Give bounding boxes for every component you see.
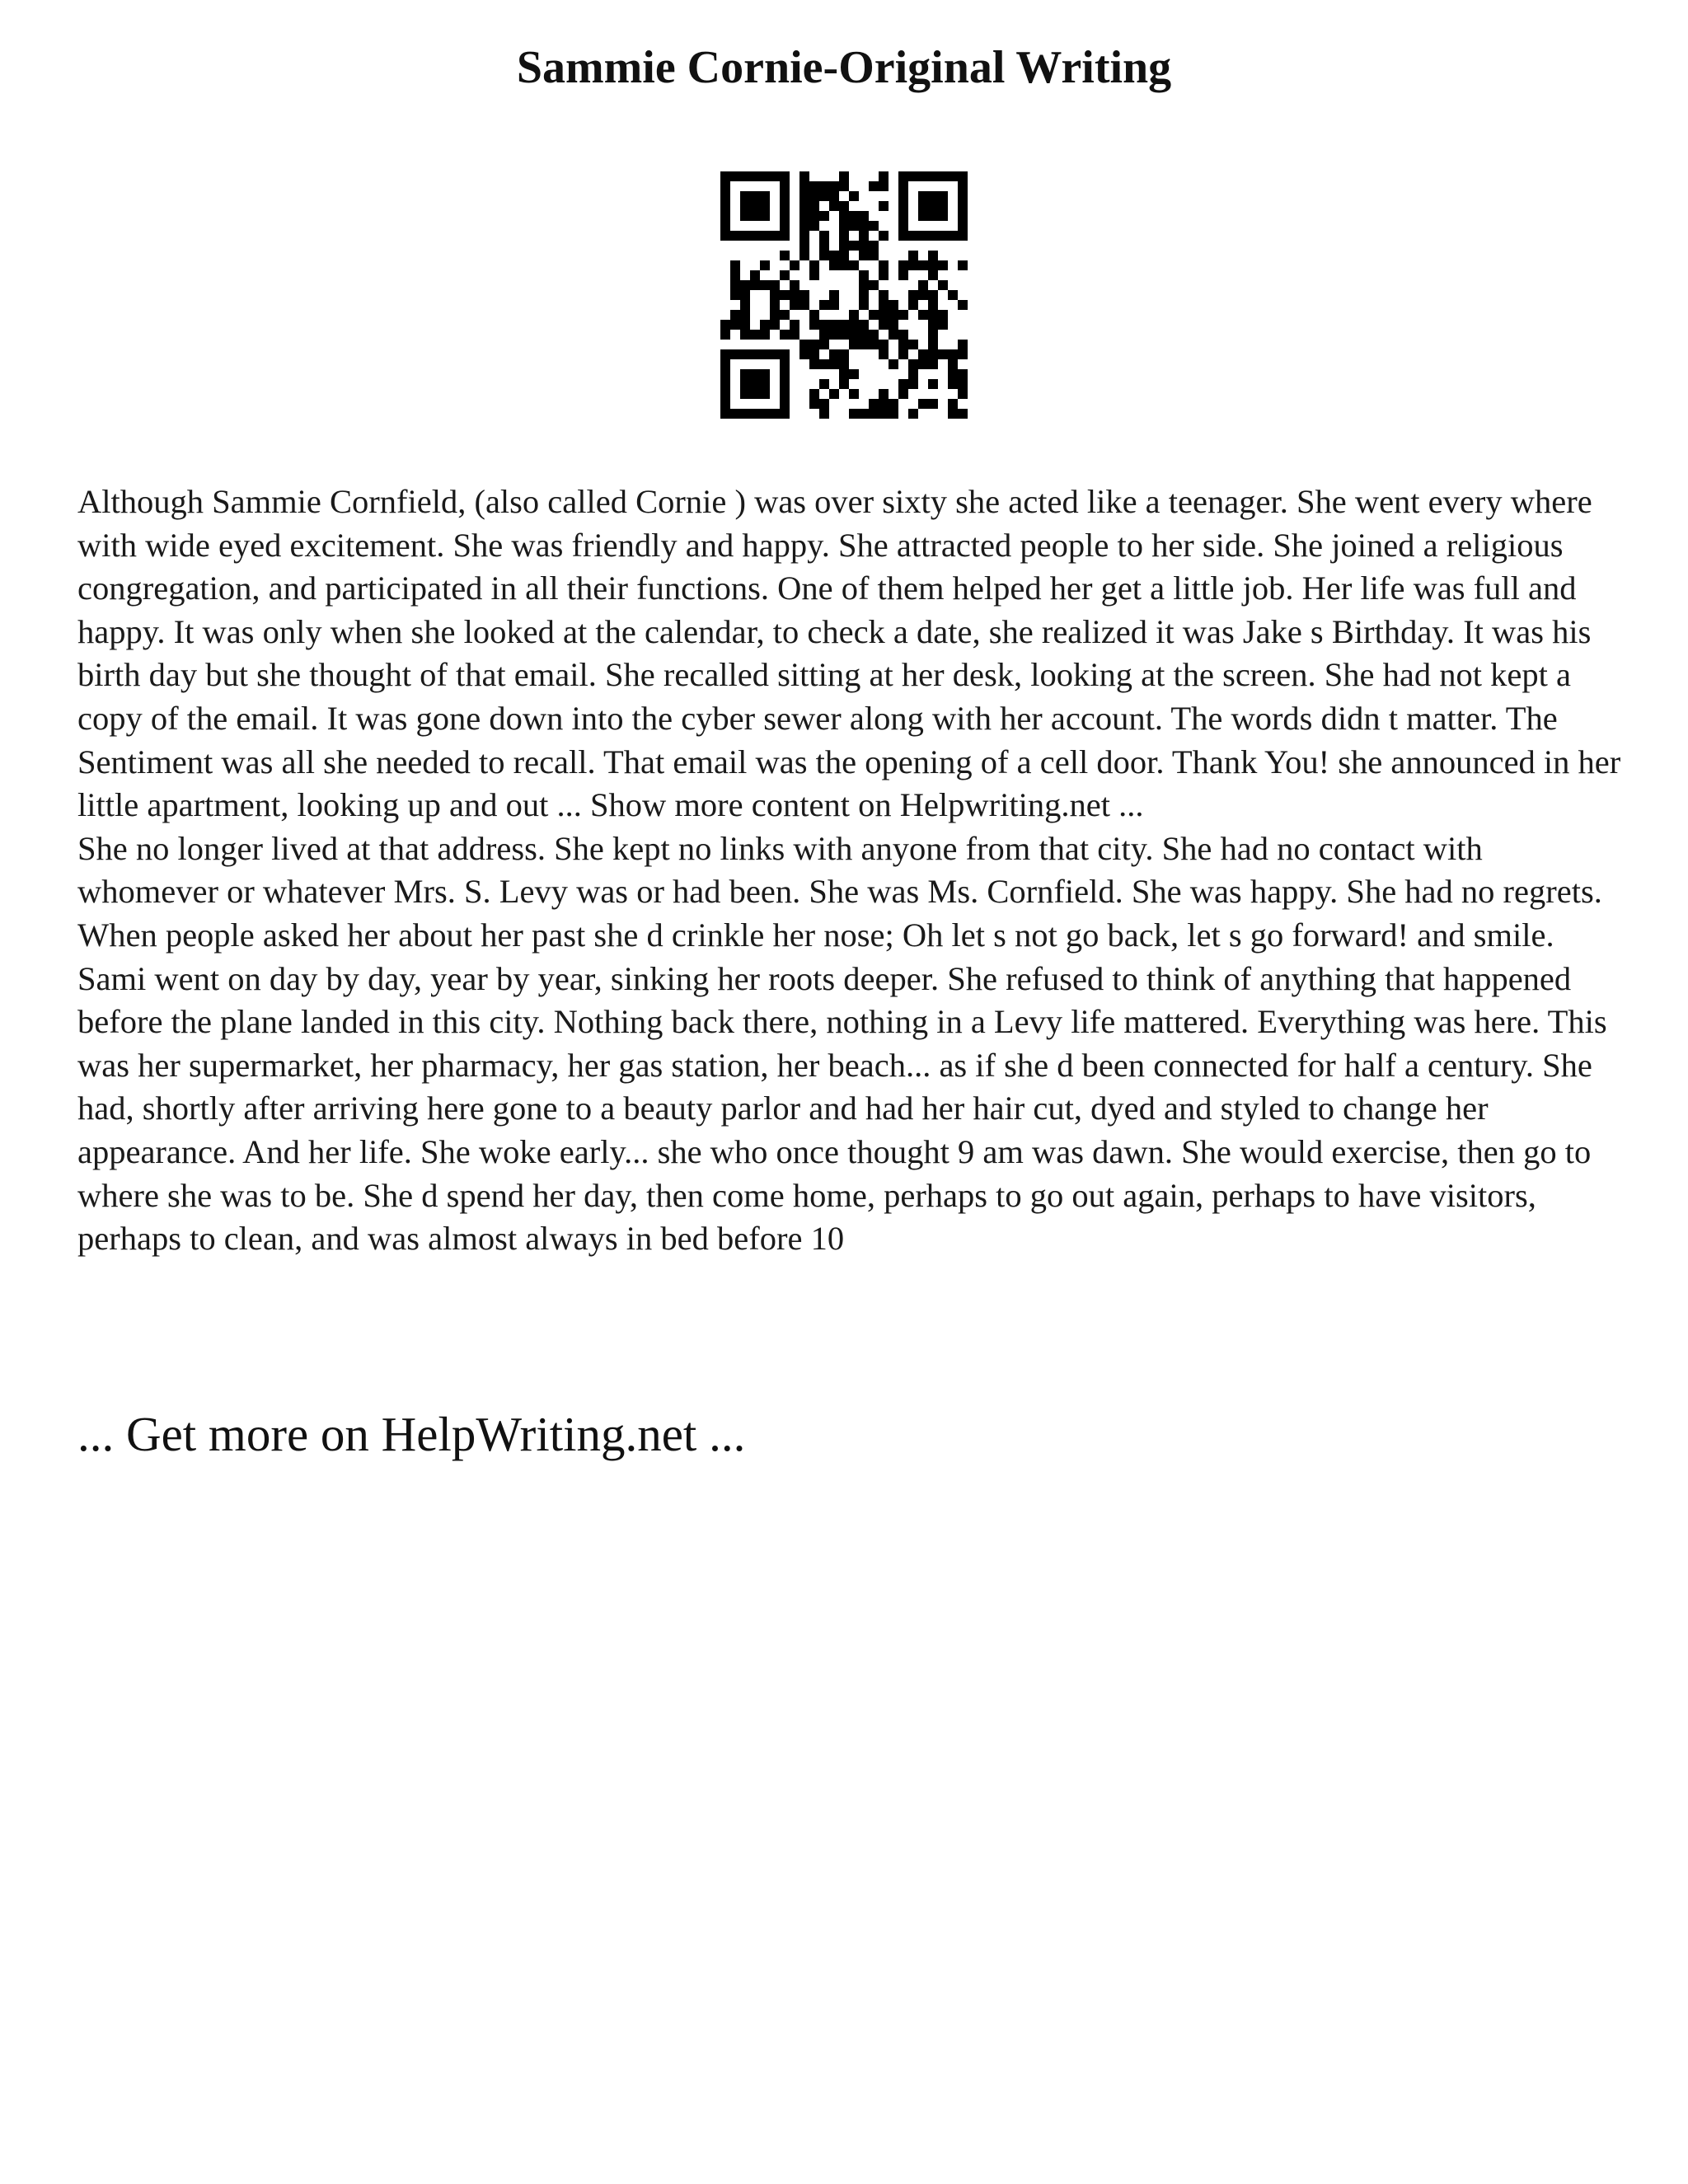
qr-code-icon: [720, 171, 968, 419]
get-more-link[interactable]: ... Get more on HelpWriting.net ...: [77, 1407, 746, 1461]
article-body: [77, 480, 1627, 1261]
paragraph: She no longer lived at that address. She kept no links with anyone from that city. She had no contact with whomever or whatever Mrs. S. Levy was or had been. She was Ms. Cornfield. She was happy. She had no regrets. When people asked her about her past she d crinkle her nose; Oh let s not go back, let s go forward! and smile. Sami went on day by day, year by year, sinking her roots deeper. She refused to think of anything that happened before the plane landed in this city. Nothing back there, nothing in a Levy life mattered. Everything was here. This was her supermarket, her pharmacy, her gas station, her beach... as if she d been connected for half a century. She had, shortly after arriving here gone to a beauty parlor and had her hair cut, dyed and styled to change her appearance. And her life. She woke early... she who once thought 9 am was dawn. She would exercise, then go to where she was to be. She d spend her day, then come home, perhaps to go out again, perhaps to have visitors, perhaps to clean, and was almost always in bed before 10: [77, 829, 1607, 1258]
paragraph: Although Sammie Cornfield, (also called Cornie ) was over sixty she acted like a teenager. She went every where with wide eyed excitement. She was friendly and happy. She attracted people to her side. She joined a religious congregation, and participated in all their functions. One of them helped her get a little job. Her life was full and happy. It was only when she looked at the calendar, to check a date, she realized it was Jake s Birthday. It was his birth day but she thought of that email. She recalled sitting at her desk, looking at the screen. She had not kept a copy of the email. It was gone down into the cyber sewer along with her account. The words didn t matter. The Sentiment was all she needed to recall. That email was the opening of a cell door. Thank You! she announced in her little apartment, looking up and out ... Show more content on Helpwriting.net ...: [77, 483, 1621, 824]
page-title: Sammie Cornie-Original Writing: [516, 42, 1172, 93]
